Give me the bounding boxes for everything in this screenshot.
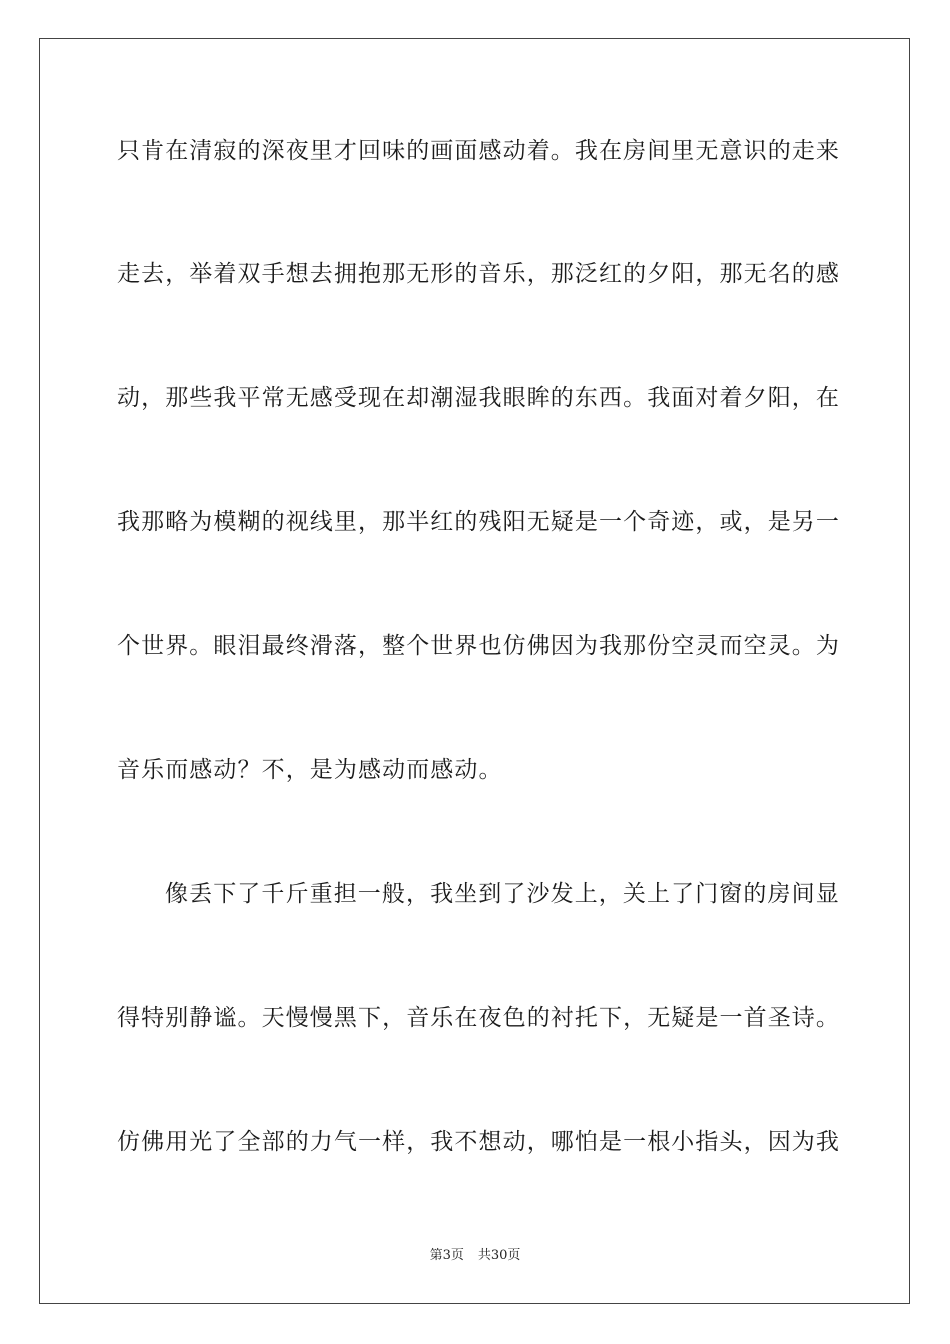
- page-number: 第3页: [429, 1248, 464, 1263]
- text-line-8: 得特别静谧。天慢慢黑下，音乐在夜色的衬托下，无疑是一首圣诗。: [117, 1005, 840, 1031]
- text-line-2: 走去，举着双手想去拥抱那无形的音乐，那泛红的夕阳，那无名的感: [117, 261, 840, 287]
- text-line-6: 音乐而感动？不，是为感动而感动。: [117, 757, 503, 783]
- page-footer: [0, 1247, 950, 1265]
- text-line-9: 仿佛用光了全部的力气一样，我不想动，哪怕是一根小指头，因为我: [117, 1129, 840, 1155]
- text-line-1: 只肯在清寂的深夜里才回味的画面感动着。我在房间里无意识的走来: [117, 138, 840, 164]
- page-total: 共30页: [477, 1248, 521, 1263]
- page-border: [39, 38, 910, 1304]
- text-line-7-paragraph-start: 像丢下了千斤重担一般，我坐到了沙发上，关上了门窗的房间显: [165, 881, 840, 907]
- text-line-4: 我那略为模糊的视线里，那半红的残阳无疑是一个奇迹，或，是另一: [117, 509, 840, 535]
- text-line-5: 个世界。眼泪最终滑落，整个世界也仿佛因为我那份空灵而空灵。为: [117, 633, 840, 659]
- text-line-3: 动，那些我平常无感受现在却潮湿我眼眸的东西。我面对着夕阳，在: [117, 385, 840, 411]
